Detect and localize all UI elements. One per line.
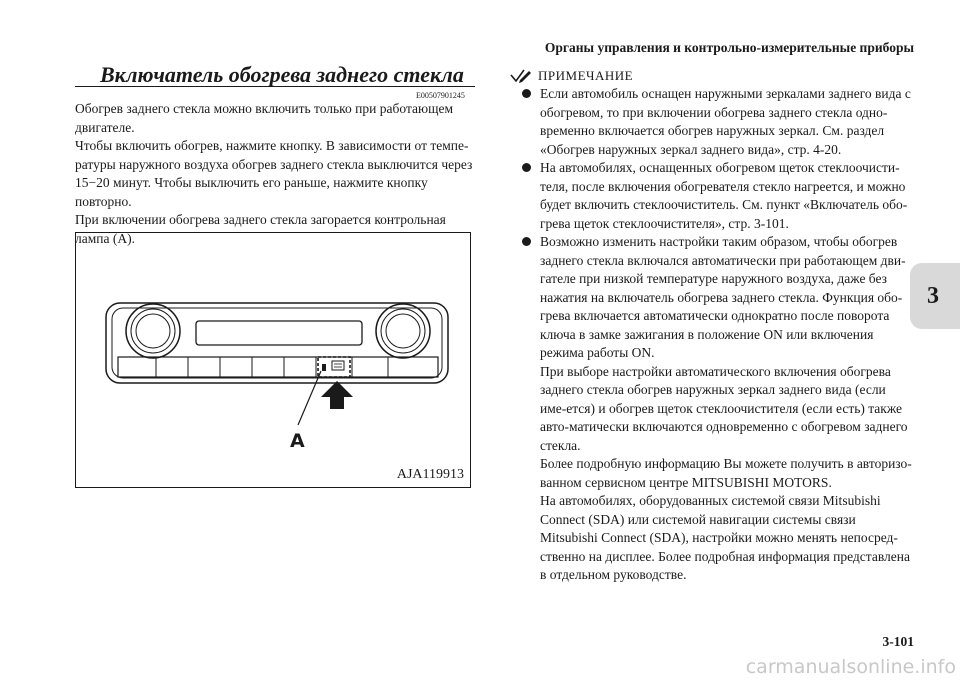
button-row (118, 357, 438, 377)
callout-line (298, 371, 321, 425)
left-knob-icon (126, 304, 180, 358)
note-item (522, 233, 912, 585)
title-underline (75, 86, 475, 87)
paragraph: При включении обогрева заднего стекла загорается контрольная лампа (A). (75, 212, 446, 246)
control-panel-figure (75, 232, 471, 488)
control-panel-illustration (76, 233, 472, 489)
callout-label: A (290, 430, 305, 452)
note-paragraph: Если автомобиль оснащен наружными зеркалами заднего вида с обогревом, то при включении обогрева заднего стекла одно-временно включается обогрев наружных зеркал. См. раздел «Обогрев наружных зеркал заднего вида», стр. 4-20. (540, 86, 911, 157)
left-column-text (75, 100, 475, 248)
right-knob-icon (376, 304, 430, 358)
running-header: Органы управления и контрольно-измерительные приборы (544, 40, 914, 55)
bullet-icon (522, 89, 531, 98)
note-paragraph: Возможно изменить настройки таким образом, чтобы обогрев заднего стекла включался автоматически при работающем дви-гателе при низкой температуре наружного воздуха, даже без нажатия на включатель обогрева заднего стекла. Функция обо-грева включается автоматически однократно после поворота ключа в замке зажигания в положение ON или включения режима работы ON. (540, 234, 906, 360)
note-list (522, 85, 912, 585)
document-code: E00507901245 (416, 91, 465, 100)
page-number: 3-101 (882, 634, 914, 649)
chapter-tab (910, 263, 960, 329)
note-paragraph: На автомобилях, оснащенных обогревом щеток стеклоочисти-теля, после включения обогревателя стекло нагреется, и можно будет включить стеклоочиститель. См. пункт «Включатель обо-грева щеток стеклоочистителя», стр. 3-101. (540, 160, 908, 231)
section-title: Включатель обогрева заднего стекла (100, 62, 464, 87)
paragraph: Обогрев заднего стекла можно включить только при работающем двигателе. (75, 101, 454, 135)
watermark: carmanualsonline.info (745, 656, 956, 678)
note-item (522, 85, 912, 159)
rear-window-heater-icon (332, 361, 344, 370)
bullet-icon (522, 163, 531, 172)
note-paragraph: При выборе настройки автоматического включения обогрева заднего стекла обогрев наружных зеркал заднего вида (если име-ется) и обогрев щеток стеклоочистителя (если есть) также авто-матически включаются одновременно с обогревом заднего стекла. (540, 363, 908, 453)
note-paragraph: На автомобилях, оборудованных системой связи Mitsubishi Connect (SDA) или системой навигации системы связи Mitsubishi Connect (SDA), настройки можно менять непосред-ственно на дисплее. Более подробная информация представлена в отдельном руководстве. (540, 493, 910, 582)
paragraph: Чтобы включить обогрев, нажмите кнопку. В зависимости от темпе-ратуры наружного воздуха обогрев заднего стекла выключится через 15−20 минут. Чтобы выключить его раньше, нажмите кнопку повторно. (75, 138, 473, 209)
pencil-check-icon (510, 68, 532, 84)
chapter-number: 3 (927, 282, 939, 309)
note-paragraph: Более подробную информацию Вы можете получить в авторизо-ванном сервисном центре MITSUBISHI MOTORS. (540, 456, 912, 490)
note-header (510, 68, 633, 84)
figure-code: AJA119913 (396, 467, 464, 482)
bullet-icon (522, 237, 531, 246)
note-header-label: ПРИМЕЧАНИЕ (538, 68, 634, 83)
indicator-lamp (322, 364, 326, 371)
note-item (522, 159, 912, 233)
display-screen (196, 321, 362, 345)
arrow-up-icon (321, 381, 353, 409)
